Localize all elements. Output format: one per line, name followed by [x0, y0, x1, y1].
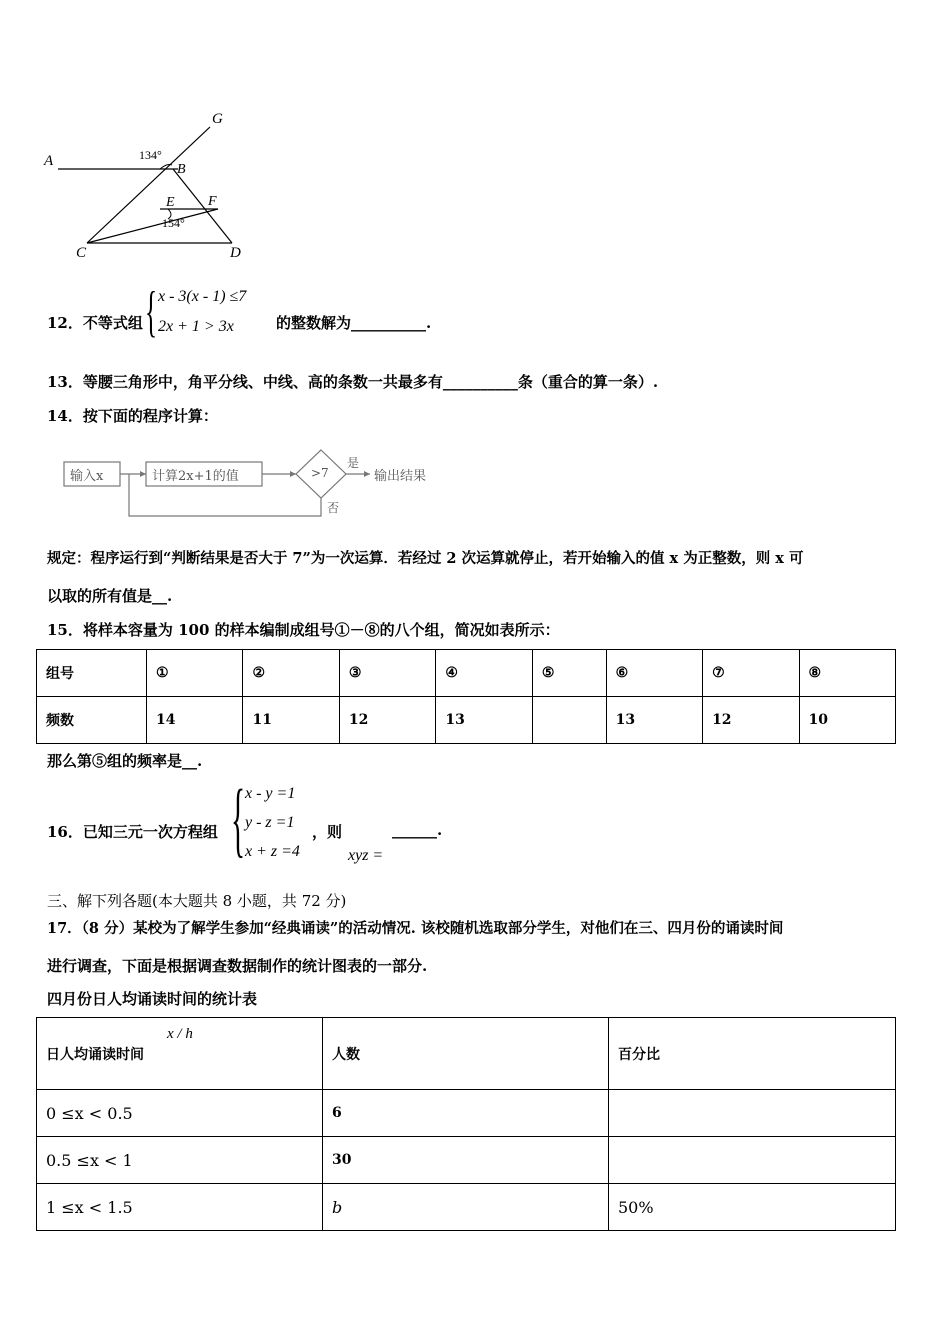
table-cell: 1 ≤x < 1.5 — [37, 1184, 323, 1231]
q17-line2: 进行调查，下面是根据调查数据制作的统计图表的一部分. — [47, 957, 428, 975]
flow-no-label: 否 — [327, 501, 340, 515]
table-row — [37, 650, 896, 697]
line-CF — [87, 209, 218, 243]
angle-label-134: 134° — [139, 148, 162, 162]
flowchart-lines — [60, 448, 460, 522]
q14-rule-line1: 规定：程序运行到“判断结果是否大于 7”为一次运算．若经过 2 次运算就停止，若开始输入的值 x 为正整数，则 x 可 — [47, 550, 804, 567]
q16-blank: ______. — [392, 821, 443, 839]
table-cell — [532, 697, 606, 744]
table-cell: 30 — [323, 1137, 609, 1184]
table-header-time: 日人均诵读时间 — [46, 1046, 144, 1063]
table-cell: 12 — [339, 697, 435, 744]
q15-after: 那么第⑤组的频率是__. — [47, 752, 203, 770]
flow-output-label: 输出结果 — [374, 469, 427, 484]
table-cell: 频数 — [37, 697, 147, 744]
q16-xyz: xyz = — [348, 847, 384, 864]
table-cell: ① — [147, 650, 243, 697]
q17-line1: 17．（8 分）某校为了解学生参加“经典诵读”的活动情况. 该校随机选取部分学生，对他们在三、四月份的诵读时间 — [47, 920, 784, 937]
q16-then: ，则 — [312, 823, 343, 841]
table-cell: ③ — [339, 650, 435, 697]
table-cell: b — [323, 1184, 609, 1231]
table-row — [37, 697, 896, 744]
table-header-unit: x / h — [167, 1026, 193, 1042]
label-F: F — [208, 194, 217, 209]
flow-condition-label: >7 — [311, 466, 329, 480]
table-cell — [609, 1137, 896, 1184]
table-cell: 13 — [606, 697, 702, 744]
q16-equation-3: x + z =4 — [245, 843, 300, 860]
table-cell: 人数 — [323, 1018, 609, 1090]
q16-equation-2: y - z =1 — [245, 814, 295, 831]
table-cell: 50% — [609, 1184, 896, 1231]
flow-yes-label: 是 — [347, 456, 360, 470]
q16-prefix: 16．已知三元一次方程组 — [47, 823, 218, 841]
table-cell: ⑧ — [799, 650, 895, 697]
section3-title: 三、解下列各题(本大题共 8 小题，共 72 分) — [47, 892, 347, 910]
line-BD — [173, 169, 232, 243]
flowchart — [60, 448, 460, 522]
line-CG — [87, 127, 210, 243]
table-cell: 百分比 — [609, 1018, 896, 1090]
geometry-figure — [40, 105, 260, 265]
q12-suffix: 的整数解为__________. — [276, 314, 432, 332]
q14-rule-line2: 以取的所有值是__. — [47, 587, 173, 605]
table-cell: ⑦ — [703, 650, 799, 697]
q12-prefix: 12．不等式组 — [47, 314, 143, 332]
table-cell: 10 — [799, 697, 895, 744]
table-cell: ④ — [436, 650, 532, 697]
table-cell: 14 — [147, 697, 243, 744]
q15-frequency-table — [36, 649, 896, 744]
table-row — [37, 1090, 896, 1137]
label-C: C — [76, 245, 87, 261]
q13-text: 13．等腰三角形中，角平分线、中线、高的条数一共最多有__________条（重合的算一条）. — [47, 373, 659, 391]
table-row — [37, 1184, 896, 1231]
q17-table-title: 四月份日人均诵读时间的统计表 — [47, 990, 258, 1008]
q16-equation-1: x - y =1 — [245, 785, 296, 802]
table-cell: 0.5 ≤x < 1 — [37, 1137, 323, 1184]
label-B: B — [177, 162, 186, 177]
table-cell: 13 — [436, 697, 532, 744]
table-cell: 6 — [323, 1090, 609, 1137]
table-row — [37, 1137, 896, 1184]
table-cell: 12 — [703, 697, 799, 744]
q12-inequality-2: 2x + 1 > 3x — [158, 318, 234, 335]
table-cell — [37, 1018, 323, 1090]
q14-title: 14．按下面的程序计算： — [47, 407, 218, 425]
label-E: E — [166, 195, 175, 210]
angle-label-154: 154° — [162, 216, 185, 230]
table-cell: ⑥ — [606, 650, 702, 697]
table-cell: 0 ≤x < 0.5 — [37, 1090, 323, 1137]
table-cell: 11 — [243, 697, 339, 744]
q12-brace: { — [145, 281, 158, 343]
table-cell: ⑤ — [532, 650, 606, 697]
q15-text: 15．将样本容量为 100 的样本编制成组号①－⑧的八个组，简况如表所示： — [47, 621, 560, 639]
label-G: G — [212, 111, 223, 127]
table-cell — [609, 1090, 896, 1137]
flow-input-label: 输入x — [70, 469, 104, 484]
label-D: D — [230, 245, 241, 261]
q16-brace: { — [231, 773, 246, 866]
label-A: A — [44, 153, 54, 169]
table-cell: 组号 — [37, 650, 147, 697]
q17-stats-table — [36, 1017, 896, 1231]
table-cell: ② — [243, 650, 339, 697]
flow-compute-label: 计算2x+1的值 — [152, 469, 239, 484]
q12-inequality-1: x - 3(x - 1) ≤7 — [158, 288, 247, 305]
table-row — [37, 1018, 896, 1090]
